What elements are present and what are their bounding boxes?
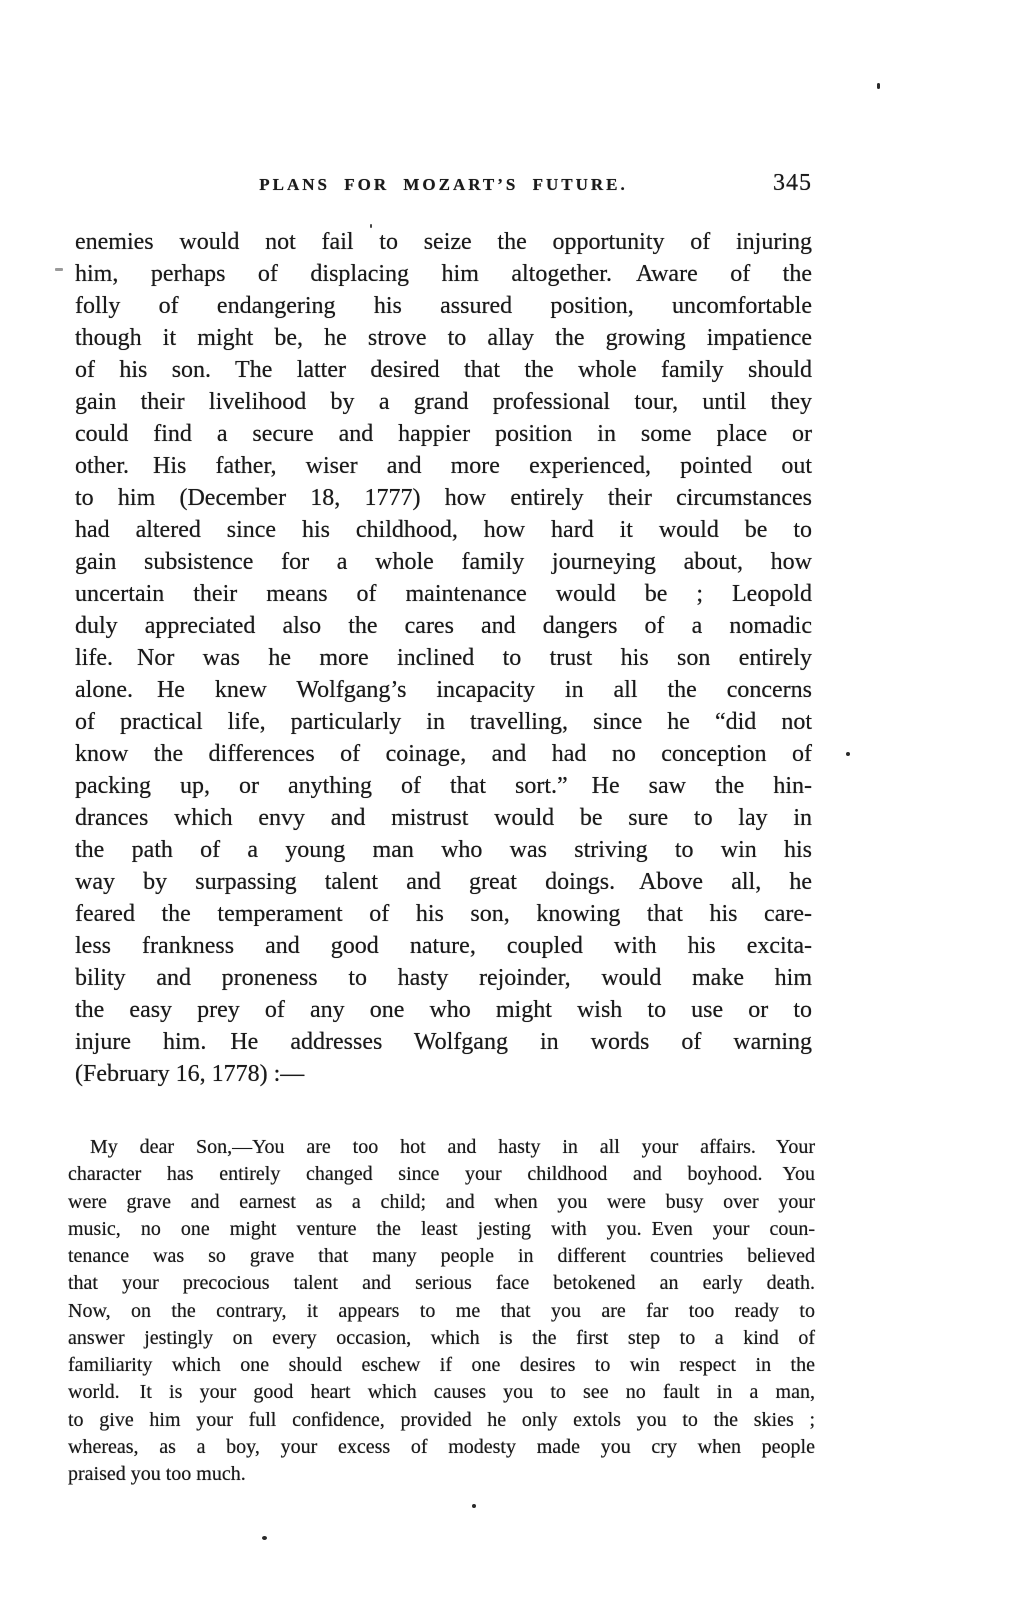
text-line: character has entirely changed since your childhood and boyhood. You [68, 1163, 815, 1186]
text-line: world. It is your good heart which causes you to see no fault in a man, [68, 1381, 815, 1404]
text-line: other. His father, wiser and more experienced, pointed out [75, 453, 812, 479]
page-header [75, 170, 812, 202]
text-line: the path of a young man who was striving to win his [75, 837, 812, 863]
text-line: folly of endangering his assured position, uncomfortable [75, 293, 812, 319]
text-line: feared the temperament of his son, knowing that his care- [75, 901, 812, 927]
text-line: alone. He knew Wolfgang’s incapacity in all the concerns [75, 677, 812, 703]
text-line: him, perhaps of displacing him altogether. Aware of the [75, 261, 812, 287]
scan-speck [370, 224, 372, 228]
text-line: of his son. The latter desired that the whole family should [75, 357, 812, 383]
text-line: gain their livelihood by a grand professional tour, until they [75, 389, 812, 415]
scan-speck [846, 752, 850, 756]
text-line: drances which envy and mistrust would be sure to lay in [75, 805, 812, 831]
text-line: bility and proneness to hasty rejoinder, would make him [75, 965, 812, 991]
running-title: PLANS FOR MOZART’S FUTURE. [259, 175, 628, 194]
text-line: enemies would not fail to seize the opportunity of injuring [75, 229, 812, 255]
text-line: praised you too much. [68, 1463, 246, 1485]
text-line: (February 16, 1778) :— [75, 1061, 305, 1087]
scan-speck [55, 268, 63, 271]
text-line: duly appreciated also the cares and dangers of a nomadic [75, 613, 812, 639]
text-line: familiarity which one should eschew if one desires to win respect in the [68, 1354, 815, 1376]
text-line: whereas, as a boy, your excess of modesty made you cry when people [68, 1435, 815, 1458]
scan-speck [472, 1504, 476, 1508]
text-line: way by surpassing talent and great doings. Above all, he [75, 869, 812, 895]
text-line: had altered since his childhood, how hard it would be to [75, 517, 812, 543]
text-line: though it might be, he strove to allay the growing impatience [75, 325, 812, 351]
text-line: the easy prey of any one who might wish to use or to [75, 997, 812, 1023]
text-line: uncertain their means of maintenance would be ; Leopold [75, 581, 812, 607]
text-line: could find a secure and happier position in some place or [75, 421, 812, 447]
text-line: to him (December 18, 1777) how entirely their circumstances [75, 485, 812, 511]
text-line: answer jestingly on every occasion, which is the first step to a kind of [68, 1326, 815, 1349]
text-line: that your precocious talent and serious face betokened an early death. [68, 1272, 815, 1295]
scan-speck [877, 83, 880, 89]
text-line: My dear Son,—You are too hot and hasty in all your affairs. Your [90, 1136, 815, 1158]
text-line: less frankness and good nature, coupled with his excita- [75, 933, 812, 959]
text-line: injure him. He addresses Wolfgang in words of warning [75, 1029, 812, 1055]
text-line: gain subsistence for a whole family journeying about, how [75, 549, 812, 575]
letter-excerpt [68, 1134, 815, 1488]
scan-speck [262, 1536, 267, 1540]
text-line: of practical life, particularly in travelling, since he “did not [75, 709, 812, 735]
text-line: life. Nor was he more inclined to trust his son entirely [75, 645, 812, 671]
paragraph-main [75, 226, 812, 1090]
text-line: tenance was so grave that many people in different countries believed [68, 1245, 815, 1267]
text-line: know the differences of coinage, and had no conception of [75, 741, 812, 767]
text-line: Now, on the contrary, it appears to me that you are far too ready to [68, 1299, 815, 1322]
text-line: to give him your full confidence, provided he only extols you to the skies ; [68, 1408, 815, 1431]
text-line: were grave and earnest as a child; and when you were busy over your [68, 1190, 815, 1213]
text-line: music, no one might venture the least jesting with you. Even your coun- [68, 1217, 815, 1240]
text-line: packing up, or anything of that sort.” He saw the hin- [75, 773, 812, 799]
page-number: 345 [773, 170, 812, 196]
